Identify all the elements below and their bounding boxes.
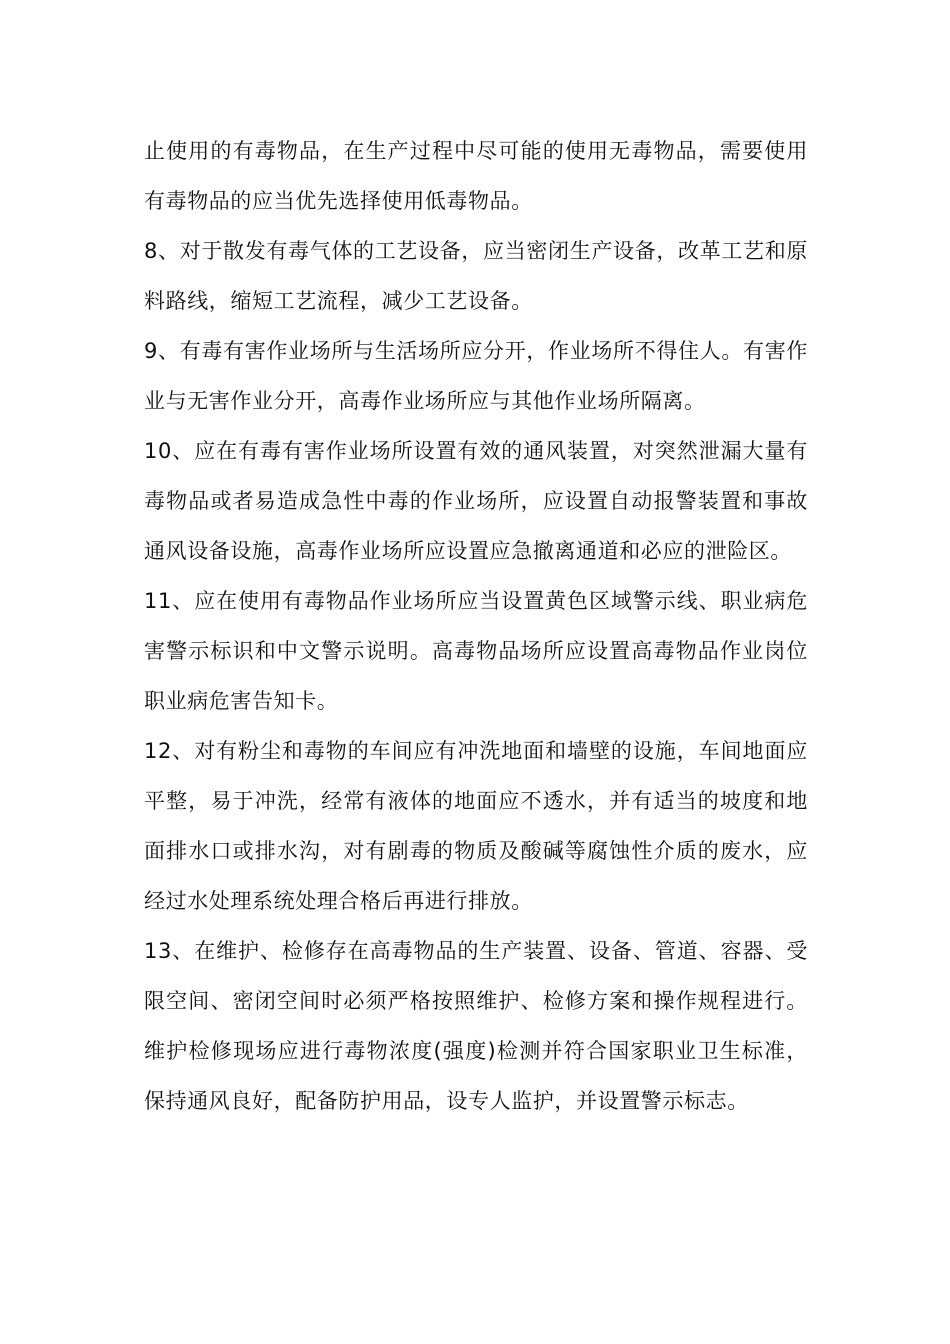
paragraph-item-10: 10、应在有毒有害作业场所设置有效的通风装置，对突然泄漏大量有毒物品或者易造成急性中毒的作业场所，应设置自动报警装置和事故通风设备设施，高毒作业场所应设置应急撤离通道和必应的泄险区。 bbox=[144, 439, 808, 563]
paragraph-continuation: 止使用的有毒物品，在生产过程中尽可能的使用无毒物品，需要使用有毒物品的应当优先选择使用低毒物品。 bbox=[144, 139, 808, 213]
paragraph-item-13: 13、在维护、检修存在高毒物品的生产装置、设备、管道、容器、受限空间、密闭空间时必须严格按照维护、检修方案和操作规程进行。维护检修现场应进行毒物浓度(强度)检测并符合国家职业卫生标准，保持通风良好，配备防护用品，设专人监护，并设置警示标志。 bbox=[144, 939, 808, 1113]
paragraph-item-11: 11、应在使用有毒物品作业场所应当设置黄色区域警示线、职业病危害警示标识和中文警示说明。高毒物品场所应设置高毒物品作业岗位职业病危害告知卡。 bbox=[144, 589, 808, 713]
document-body bbox=[144, 126, 808, 1126]
paragraph-item-12: 12、对有粉尘和毒物的车间应有冲洗地面和墙壁的设施，车间地面应平整，易于冲洗，经常有液体的地面应不透水，并有适当的坡度和地面排水口或排水沟，对有剧毒的物质及酸碱等腐蚀性介质的废水，应经过水处理系统处理合格后再进行排放。 bbox=[144, 739, 808, 913]
paragraph-item-8: 8、对于散发有毒气体的工艺设备，应当密闭生产设备，改革工艺和原料路线，缩短工艺流程，减少工艺设备。 bbox=[144, 239, 808, 313]
paragraph-item-9: 9、有毒有害作业场所与生活场所应分开，作业场所不得住人。有害作业与无害作业分开，高毒作业场所应与其他作业场所隔离。 bbox=[144, 339, 808, 413]
